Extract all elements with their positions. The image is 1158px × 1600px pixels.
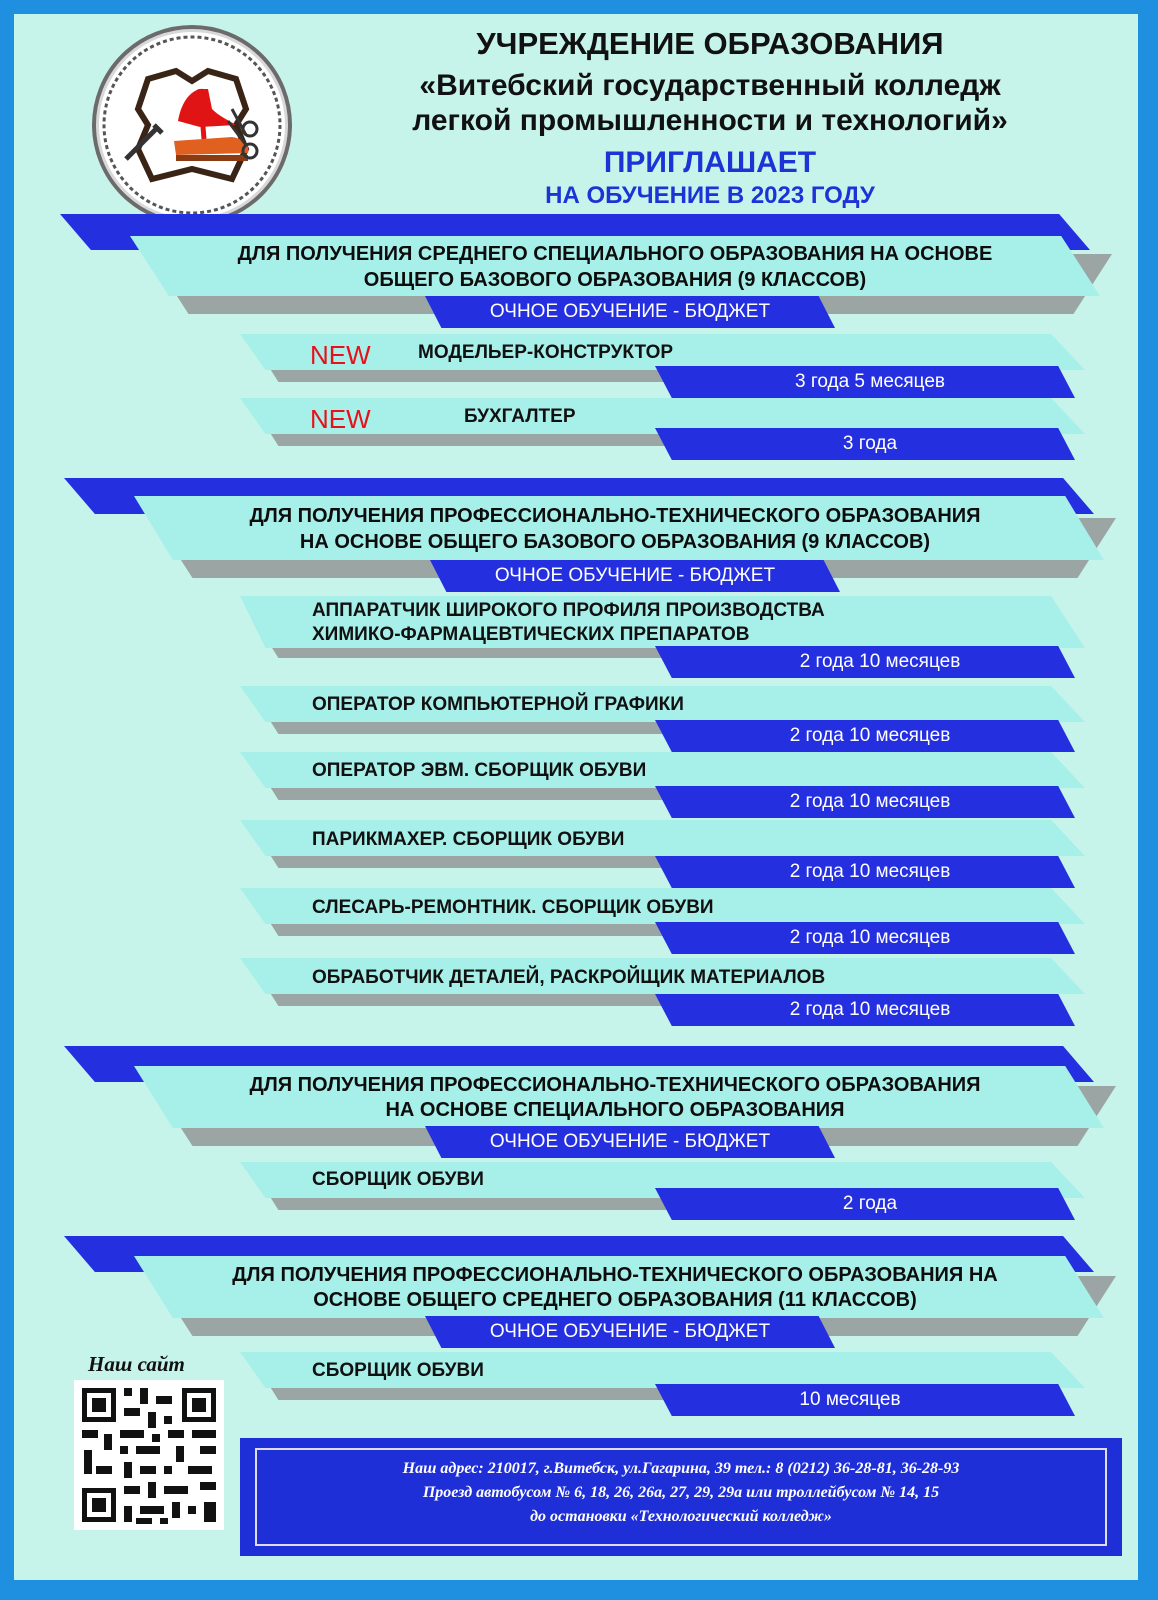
study-form: ОЧНОЕ ОБУЧЕНИЕ - БЮДЖЕТ — [494, 565, 776, 586]
qr-label: Наш сайт — [88, 1352, 185, 1376]
profession-name: ПАРИКМАХЕР. СБОРЩИК ОБУВИ — [312, 829, 625, 850]
bus-stop-line: до остановки «Технологический колледж» — [530, 1508, 832, 1525]
study-duration: 3 года — [842, 433, 898, 454]
profession-name: МОДЕЛЬЕР-КОНСТРУКТОР — [418, 342, 674, 363]
new-label: NEW — [310, 404, 371, 434]
study-duration: 2 года 10 месяцев — [799, 651, 961, 672]
new-label: NEW — [310, 340, 371, 370]
profession-name: ОБРАБОТЧИК ДЕТАЛЕЙ, РАСКРОЙЩИК МАТЕРИАЛОВ — [312, 967, 826, 988]
year-heading: НА ОБУЧЕНИЕ В 2023 ГОДУ — [545, 182, 875, 209]
study-duration: 2 года 10 месяцев — [789, 861, 951, 882]
study-form: ОЧНОЕ ОБУЧЕНИЕ - БЮДЖЕТ — [489, 1321, 771, 1342]
section-title: ДЛЯ ПОЛУЧЕНИЯ СРЕДНЕГО СПЕЦИАЛЬНОГО ОБРАЗОВАНИЯ НА ОСНОВЕ — [237, 243, 993, 265]
college-name-line1: «Витебский государственный колледж — [419, 69, 1001, 102]
section-title: НА ОСНОВЕ СПЕЦИАЛЬНОГО ОБРАЗОВАНИЯ — [385, 1099, 845, 1121]
study-form: ОЧНОЕ ОБУЧЕНИЕ - БЮДЖЕТ — [489, 301, 771, 322]
address-line: Наш адрес: 210017, г.Витебск, ул.Гагарина, 39 тел.: 8 (0212) 36-28-81, 36-28-93 — [402, 1460, 960, 1477]
study-duration: 2 года 10 месяцев — [789, 725, 951, 746]
profession-name: ОПЕРАТОР КОМПЬЮТЕРНОЙ ГРАФИКИ — [312, 694, 684, 715]
transport-line: Проезд автобусом № 6, 18, 26, 26а, 27, 29, 29а или троллейбусом № 14, 15 — [422, 1484, 940, 1501]
college-logo — [92, 25, 292, 225]
section-title: ДЛЯ ПОЛУЧЕНИЯ ПРОФЕССИОНАЛЬНО-ТЕХНИЧЕСКОГО ОБРАЗОВАНИЯ НА — [232, 1264, 998, 1286]
profession-name: СЛЕСАРЬ-РЕМОНТНИК. СБОРЩИК ОБУВИ — [312, 897, 714, 918]
section-title: ОСНОВЕ ОБЩЕГО СРЕДНЕГО ОБРАЗОВАНИЯ (11 КЛАССОВ) — [313, 1289, 917, 1311]
study-duration: 3 года 5 месяцев — [794, 371, 946, 392]
website-qr-code[interactable] — [74, 1380, 224, 1530]
institution-type: УЧРЕЖДЕНИЕ ОБРАЗОВАНИЯ — [476, 26, 944, 61]
section-title: ДЛЯ ПОЛУЧЕНИЯ ПРОФЕССИОНАЛЬНО-ТЕХНИЧЕСКОГО ОБРАЗОВАНИЯ — [249, 1074, 981, 1096]
study-duration: 10 месяцев — [799, 1389, 901, 1410]
section-title: ДЛЯ ПОЛУЧЕНИЯ ПРОФЕССИОНАЛЬНО-ТЕХНИЧЕСКОГО ОБРАЗОВАНИЯ — [249, 505, 981, 527]
qr-icon — [74, 1380, 224, 1530]
section-title: НА ОСНОВЕ ОБЩЕГО БАЗОВОГО ОБРАЗОВАНИЯ (9 КЛАССОВ) — [299, 531, 931, 553]
address-panel — [240, 1438, 1122, 1556]
study-duration: 2 года 10 месяцев — [789, 999, 951, 1020]
invite-heading: ПРИГЛАШАЕТ — [603, 146, 817, 179]
study-duration: 2 года 10 месяцев — [789, 927, 951, 948]
profession-name: ХИМИКО-ФАРМАЦЕВТИЧЕСКИХ ПРЕПАРАТОВ — [312, 624, 750, 645]
college-name-line2: легкой промышленности и технологий» — [412, 104, 1008, 137]
profession-name: БУХГАЛТЕР — [464, 406, 576, 427]
profession-name: СБОРЩИК ОБУВИ — [312, 1360, 484, 1381]
study-duration: 2 года — [842, 1193, 898, 1214]
study-duration: 2 года 10 месяцев — [789, 791, 951, 812]
study-form: ОЧНОЕ ОБУЧЕНИЕ - БЮДЖЕТ — [489, 1131, 771, 1152]
profession-name: ОПЕРАТОР ЭВМ. СБОРЩИК ОБУВИ — [312, 760, 647, 781]
profession-name: АППАРАТЧИК ШИРОКОГО ПРОФИЛЯ ПРОИЗВОДСТВА — [312, 600, 825, 621]
section-title: ОБЩЕГО БАЗОВОГО ОБРАЗОВАНИЯ (9 КЛАССОВ) — [363, 269, 867, 291]
profession-name: СБОРЩИК ОБУВИ — [312, 1169, 484, 1190]
